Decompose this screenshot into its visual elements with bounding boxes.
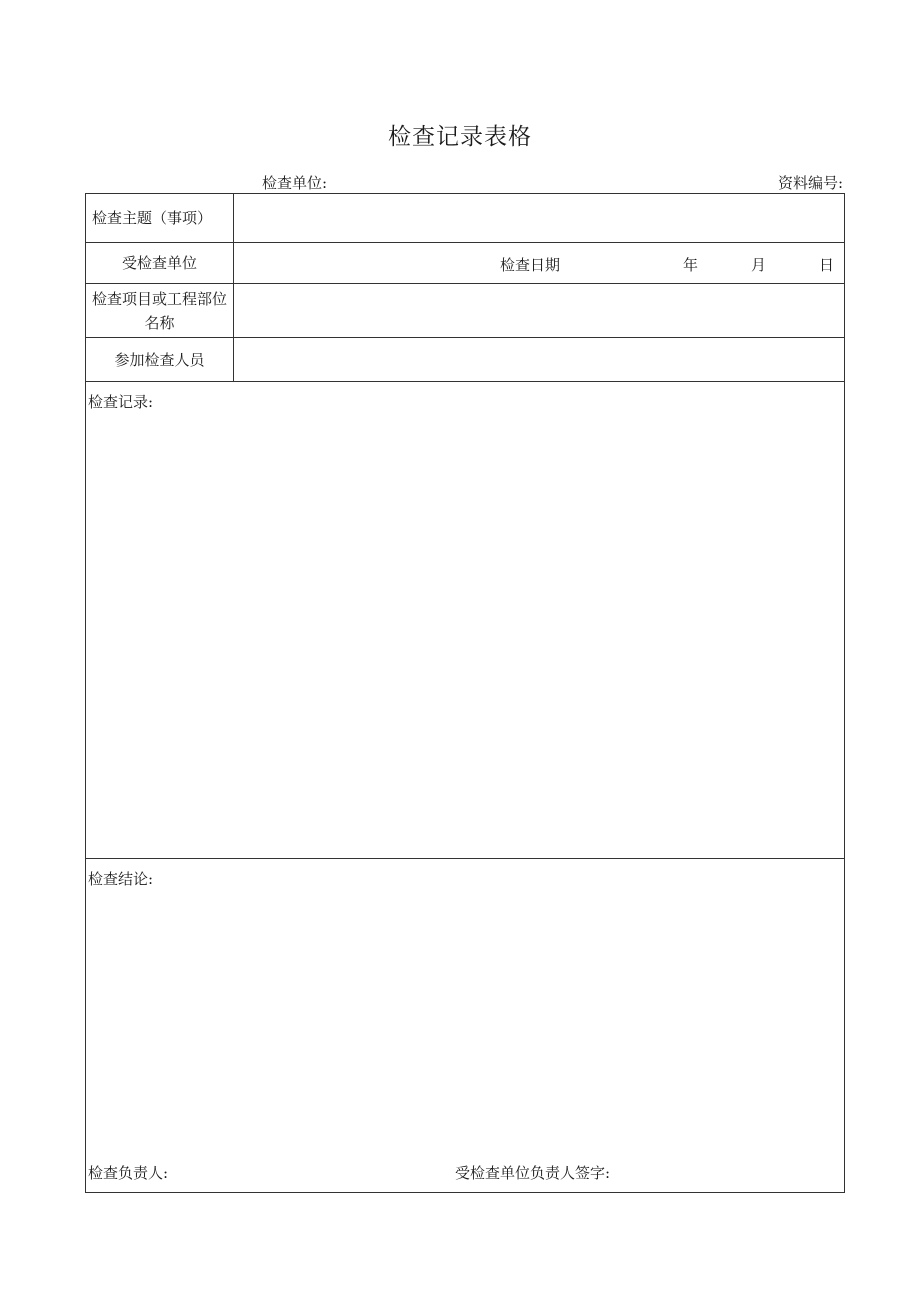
inspector-sign-label: 检查负责人: [88, 1164, 169, 1182]
conclusion-section [86, 859, 844, 1192]
day-label: 日 [819, 256, 835, 274]
inspected-unit-row [86, 243, 844, 284]
page-title: 检查记录表格 [388, 124, 532, 150]
subject-row [86, 194, 844, 243]
document-number-label: 资料编号: [777, 174, 843, 192]
subject-label: 检查主题（事项） [86, 194, 234, 242]
year-label: 年 [683, 256, 699, 274]
inspected-unit-label: 受检查单位 [86, 243, 234, 283]
month-label: 月 [751, 256, 767, 274]
participants-label: 参加检查人员 [86, 338, 234, 381]
participants-row [86, 338, 844, 382]
record-label: 检查记录: [88, 393, 154, 411]
inspection-date-label: 检查日期 [500, 256, 561, 274]
project-label: 检查项目或工程部位名称 [86, 284, 234, 337]
inspected-sign-label: 受检查单位负责人签字: [455, 1164, 611, 1182]
inspection-form [85, 193, 845, 1193]
project-row [86, 284, 844, 338]
inspecting-unit-label: 检查单位: [262, 174, 328, 192]
record-section [86, 382, 844, 859]
conclusion-label: 检查结论: [88, 870, 154, 888]
